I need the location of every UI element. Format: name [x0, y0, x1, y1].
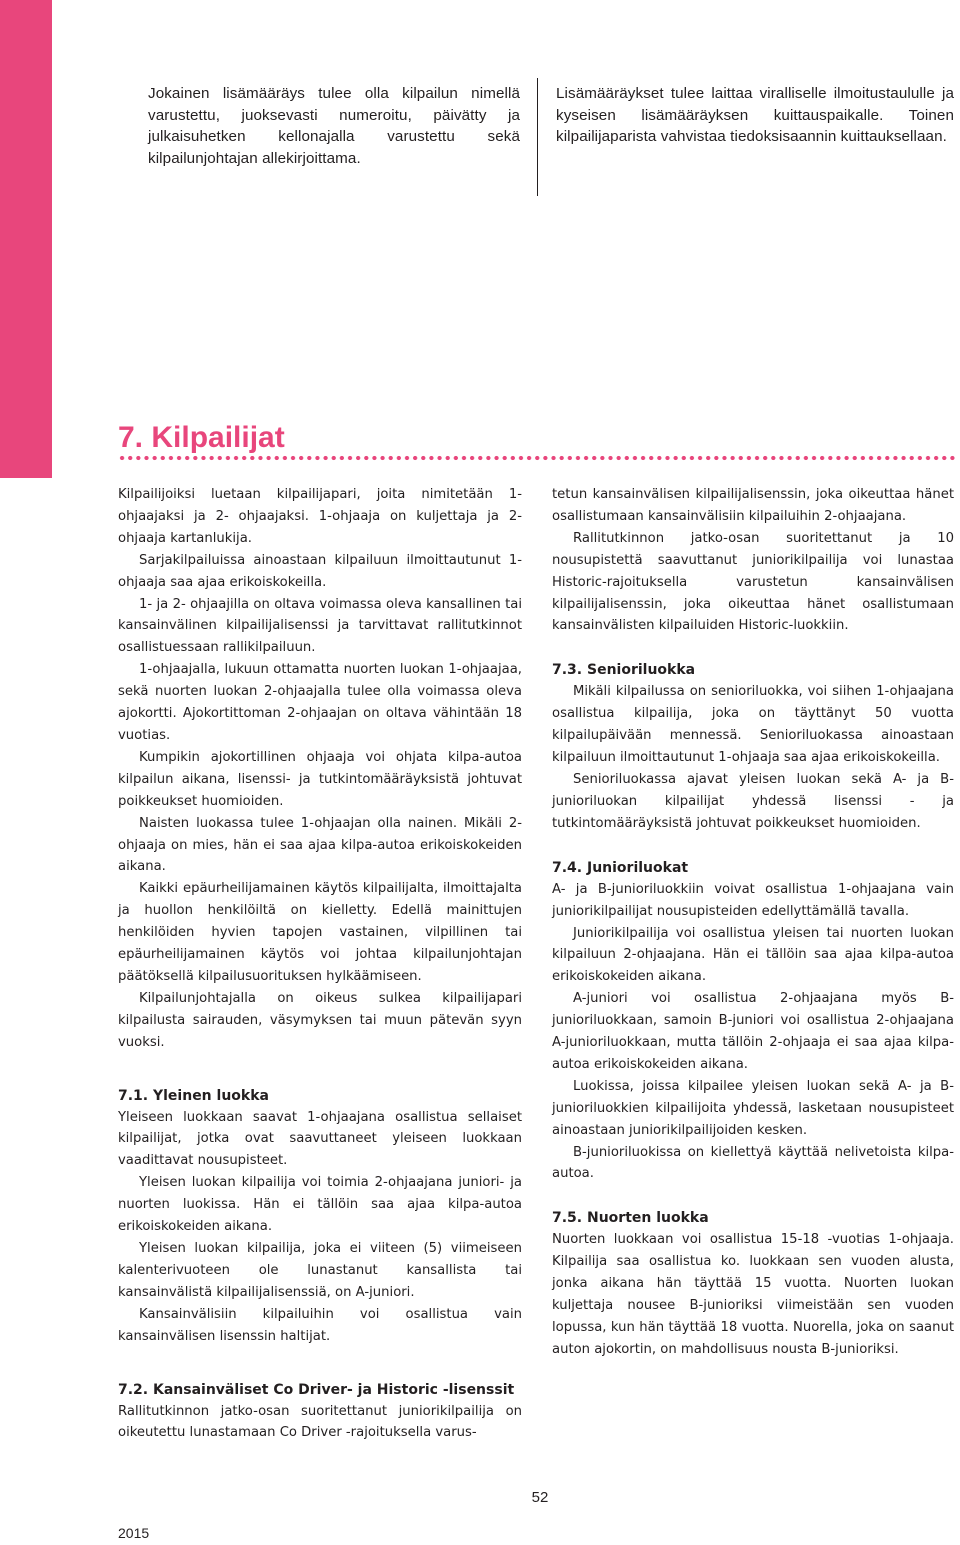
paragraph: A-juniori voi osallistua 2-ohjaajana myös B-junioriluokkaan, samoin B-juniori voi osallistua 2-ohjaajana A-junioriluokkaan, mutta tällöin 2-ohjaaja ei saa ajaa kilpa-autoa erikoiskokeiden aikana.	[552, 991, 954, 1072]
section-heading-7-4: 7.4. Junioriluokat	[552, 859, 689, 876]
paragraph: Senioriluokassa ajavat yleisen luokan sekä A- ja B-junioriluokan kilpailijat yhdessä lisenssi - ja tutkintomääräyksistä johtuvat poikkeukset huomioiden.	[552, 771, 954, 831]
intro-text-left: Jokainen lisämääräys tulee olla kilpailun nimellä varustettu, juoksevasti numeroitu, päivätty ja julkaisuhetken kellonajalla varustettu sekä kilpailunjohtajan allekirjoittama.	[148, 85, 520, 167]
right-column	[552, 484, 954, 1361]
footer-year: 2015	[118, 1525, 150, 1541]
section-heading-7-1: 7.1. Yleinen luokka	[118, 1087, 269, 1104]
paragraph: Kaikki epäurheilijamainen käytös kilpailijalta, ilmoittajalta ja huollon henkilöiltä on kielletty. Edellä mainittujen henkilöiden hyvien tapojen vastainen, vilpillinen tai epäurheilijamainen käytös voi johtaa kilpailunjohtajan päätöksellä kilpailusuorituksen hylkäämiseen.	[118, 881, 522, 984]
paragraph: Luokissa, joissa kilpailee yleisen luokan sekä A- ja B-junioriluokkien kilpailijoita yhdessä, lasketaan nousupisteet ainoastaan juniorikilpailijoiden kesken.	[552, 1078, 954, 1138]
paragraph: tetun kansainvälisen kilpailijalisenssin, joka oikeuttaa hänet osallistumaan kansainvälisiin kilpailuihin 2-ohjaajana.	[552, 487, 954, 524]
paragraph: Rallitutkinnon jatko-osan suoritettanut ja 10 nousupistettä saavuttanut juniorikilpailija voi lunastaa Historic-rajoituksella varustetun kansainvälisen kilpailijalisenssin, joka oikeuttaa hänet osallistumaan kansainvälisten kilpailuiden Historic-luokkiin.	[552, 530, 954, 634]
paragraph: Rallitutkinnon jatko-osan suoritettanut juniorikilpailija on oikeutettu lunastamaan Co Driver -rajoituksella varus-	[118, 1403, 522, 1441]
paragraph: 1- ja 2- ohjaajilla on oltava voimassa oleva kansallinen tai kansainvälinen kilpailijalisenssi ja tarvittavat rallitutkinnot osallistuessaan rallikilpailuun.	[118, 596, 522, 656]
column-divider	[537, 78, 538, 196]
left-column	[118, 484, 522, 1444]
dotted-rule	[118, 454, 956, 462]
paragraph: Mikäli kilpailussa on senioriluokka, voi siihen 1-ohjaajana osallistua kilpailija, joka on täyttänyt 50 vuotta kilpailupäivään mennessä. Senioriluokassa ainoastaan kilpailuun ilmoittautunut 1-ohjaaja saa ajaa erikoiskokeilla.	[552, 684, 954, 766]
chapter-title: 7. Kilpailijat	[118, 421, 285, 454]
paragraph: Kilpailunjohtajalla on oikeus sulkea kilpailijapari kilpailusta sairauden, väsymyksen tai muun pätevän syyn vuoksi.	[118, 990, 522, 1050]
paragraph: Yleisen luokan kilpailija voi toimia 2-ohjaajana juniori- ja nuorten luokissa. Hän ei tällöin saa ajaa kilpa-autoa erikoiskokeiden aikana.	[118, 1175, 522, 1235]
paragraph: A- ja B-junioriluokkiin voivat osallistua 1-ohjaajana vain juniorikilpailijat nousupisteiden edellyttämällä tavalla.	[552, 881, 954, 919]
paragraph: Juniorikilpailija voi osallistua yleisen tai nuorten luokan kilpailuun 2-ohjaajana. Hän ei tällöin saa ajaa kilpa-autoa erikoiskokeiden aikana.	[552, 925, 954, 985]
section-heading-7-3: 7.3. Senioriluokka	[552, 662, 696, 679]
section-heading-7-5: 7.5. Nuorten luokka	[552, 1210, 709, 1227]
paragraph: Yleisen luokan kilpailija, joka ei viiteen (5) viimeiseen kalenterivuoteen ole lunastanut kansallista tai kansainvälistä kilpailijalisenssiä, on A-juniori.	[118, 1241, 522, 1300]
paragraph: 1-ohjaajalla, lukuun ottamatta nuorten luokan 1-ohjaajaa, sekä nuorten luokan 2-ohjaajalla tulee olla voimassa oleva ajokortti. Ajokortittoman 2-ohjaajan on oltava vähintään 18 vuotias.	[118, 662, 522, 743]
section-heading-7-2: 7.2. Kansainväliset Co Driver- ja Historic -lisenssit	[118, 1381, 515, 1398]
paragraph: Naisten luokassa tulee 1-ohjaajan olla nainen. Mikäli 2-ohjaaja on mies, hän ei saa ajaa kilpa-autoa erikoiskokeiden aikana.	[118, 815, 522, 875]
intro-text-right: Lisämääräykset tulee laittaa viralliselle ilmoitustaululle ja kyseisen lisämääräyksen kuittauspaikalle. Toinen kilpailijaparista vahvistaa tiedoksisaannin kuittauksellaan.	[556, 85, 954, 145]
paragraph: Nuorten luokkaan voi osallistua 15-18 -vuotias 1-ohjaaja. Kilpailija saa osallistua ko. luokkaan sen vuoden alusta, jonka aikana hän täyttää 15 vuotta. Nuorten luokan kuljettaja nousee B-junioriksi viimeistään sen vuoden lopussa, kun hän täyttää 18 vuotta. Nuorella, joka on saanut auton ajokortin, on mahdollisuus nousta B-junioriksi.	[552, 1232, 954, 1357]
paragraph: Kansainvälisiin kilpailuihin voi osallistua vain kansainvälisen lisenssin haltijat.	[118, 1306, 522, 1344]
page-number: 52	[531, 1489, 549, 1506]
paragraph: Kilpailijoiksi luetaan kilpailijapari, joita nimitetään 1-ohjaajaksi ja 2- ohjaajaksi. 1-ohjaaja on kuljettaja ja 2-ohjaaja kartanlukija.	[118, 487, 522, 546]
paragraph: Kumpikin ajokortillinen ohjaaja voi ohjata kilpa-autoa kilpailun aikana, lisenssi- ja tutkintomääräyksistä johtuvat poikkeukset huomioiden.	[118, 749, 522, 809]
accent-side-bar	[0, 0, 52, 478]
paragraph: Yleiseen luokkaan saavat 1-ohjaajana osallistua sellaiset kilpailijat, jotka ovat saavuttaneet yleiseen luokkaan vaadittavat nousupisteet.	[118, 1109, 522, 1169]
paragraph: B-junioriluokissa on kiellettyä käyttää nelivetoista kilpa-autoa.	[552, 1144, 954, 1182]
paragraph: Sarjakilpailuissa ainoastaan kilpailuun ilmoittautunut 1-ohjaaja saa ajaa erikoiskokeilla.	[118, 552, 522, 590]
